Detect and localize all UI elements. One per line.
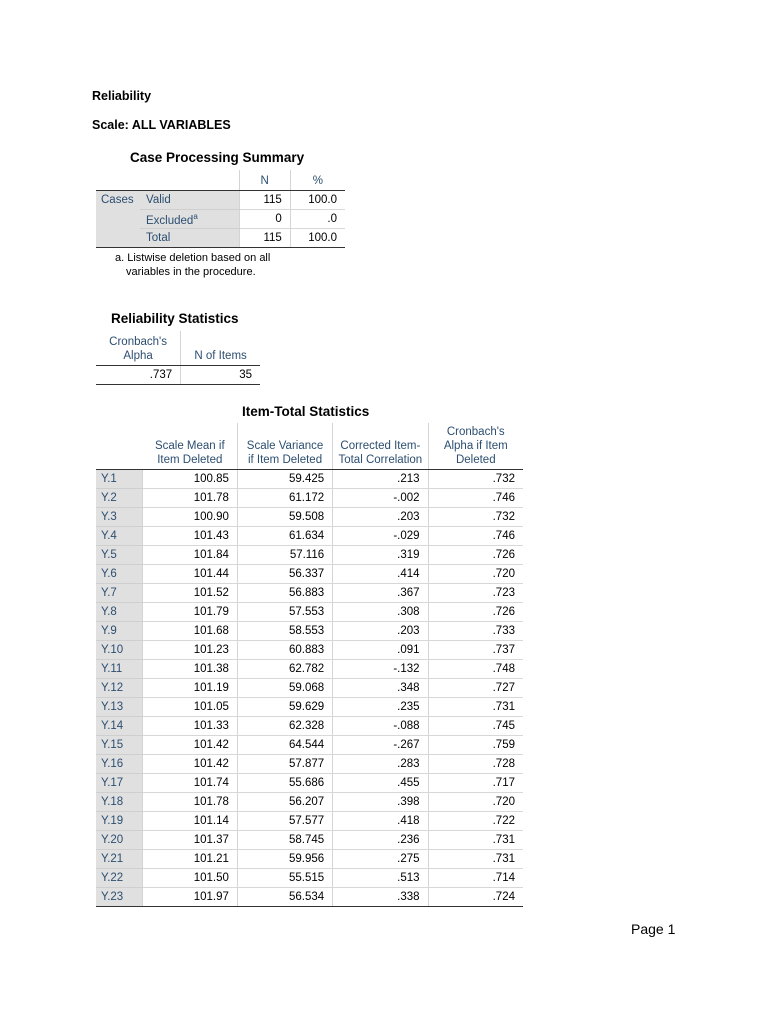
table-cell: 56.883 bbox=[237, 584, 332, 603]
row-label: Y.16 bbox=[96, 755, 143, 774]
col-corrected-correlation-header: Corrected Item- Total Correlation bbox=[333, 423, 428, 470]
table-cell: .236 bbox=[333, 831, 428, 850]
table-cell: -.002 bbox=[333, 489, 428, 508]
item-total-table bbox=[96, 423, 523, 907]
cell-excluded-pct: .0 bbox=[290, 210, 345, 229]
table-cell: 57.553 bbox=[237, 603, 332, 622]
table-cell: .367 bbox=[333, 584, 428, 603]
reliability-statistics-title: Reliability Statistics bbox=[111, 311, 239, 326]
table-cell: 101.38 bbox=[143, 660, 238, 679]
table-cell: 101.43 bbox=[143, 527, 238, 546]
table-row bbox=[96, 869, 523, 888]
table-cell: -.088 bbox=[333, 717, 428, 736]
table-cell: .722 bbox=[428, 812, 523, 831]
table-cell: .203 bbox=[333, 622, 428, 641]
table-cell: .737 bbox=[428, 641, 523, 660]
table-row bbox=[96, 755, 523, 774]
cases-group-label: Cases bbox=[96, 191, 140, 210]
reliability-statistics-table bbox=[96, 331, 260, 385]
table-cell: .732 bbox=[428, 470, 523, 489]
table-cell: 101.97 bbox=[143, 888, 238, 907]
table-cell: 59.425 bbox=[237, 470, 332, 489]
item-total-title: Item-Total Statistics bbox=[242, 404, 370, 419]
table-cell: 57.116 bbox=[237, 546, 332, 565]
row-label: Y.12 bbox=[96, 679, 143, 698]
col-pct-header: % bbox=[290, 170, 345, 191]
table-row bbox=[96, 489, 523, 508]
row-label: Y.8 bbox=[96, 603, 143, 622]
table-cell: 101.68 bbox=[143, 622, 238, 641]
table-cell: 101.42 bbox=[143, 755, 238, 774]
table-cell: .717 bbox=[428, 774, 523, 793]
row-label: Y.19 bbox=[96, 812, 143, 831]
cell-valid-pct: 100.0 bbox=[290, 191, 345, 210]
table-row bbox=[96, 774, 523, 793]
table-cell: 101.84 bbox=[143, 546, 238, 565]
table-cell: 101.37 bbox=[143, 831, 238, 850]
table-cell: .745 bbox=[428, 717, 523, 736]
table-row bbox=[96, 698, 523, 717]
cell-valid-n: 115 bbox=[239, 191, 290, 210]
table-cell: 101.21 bbox=[143, 850, 238, 869]
table-cell: 61.172 bbox=[237, 489, 332, 508]
table-cell: 101.14 bbox=[143, 812, 238, 831]
table-cell: .418 bbox=[333, 812, 428, 831]
table-cell: .720 bbox=[428, 565, 523, 584]
table-row bbox=[96, 679, 523, 698]
table-cell: .724 bbox=[428, 888, 523, 907]
scale-title: Scale: ALL VARIABLES bbox=[92, 118, 231, 132]
table-cell: .513 bbox=[333, 869, 428, 888]
table-cell: .414 bbox=[333, 565, 428, 584]
table-row bbox=[96, 470, 523, 489]
table-cell: .726 bbox=[428, 603, 523, 622]
table-cell: -.029 bbox=[333, 527, 428, 546]
table-cell: .714 bbox=[428, 869, 523, 888]
cell-alpha: .737 bbox=[96, 366, 181, 385]
table-cell: .319 bbox=[333, 546, 428, 565]
table-row bbox=[96, 812, 523, 831]
case-processing-footnote: a. Listwise deletion based on all variables in the procedure. bbox=[115, 252, 271, 278]
table-cell: 101.78 bbox=[143, 489, 238, 508]
table-cell: 101.42 bbox=[143, 736, 238, 755]
table-row bbox=[96, 660, 523, 679]
table-row bbox=[96, 850, 523, 869]
table-cell: .746 bbox=[428, 489, 523, 508]
table-cell: 59.956 bbox=[237, 850, 332, 869]
table-row bbox=[96, 527, 523, 546]
table-cell: 101.50 bbox=[143, 869, 238, 888]
table-cell: 101.19 bbox=[143, 679, 238, 698]
table-cell: 101.79 bbox=[143, 603, 238, 622]
table-cell: 57.577 bbox=[237, 812, 332, 831]
col-scale-mean-header: Scale Mean if Item Deleted bbox=[143, 423, 238, 470]
table-row bbox=[96, 508, 523, 527]
row-label: Y.17 bbox=[96, 774, 143, 793]
table-cell: .398 bbox=[333, 793, 428, 812]
table-cell: 62.328 bbox=[237, 717, 332, 736]
page-number: Page 1 bbox=[631, 921, 676, 937]
table-cell: 101.74 bbox=[143, 774, 238, 793]
table-cell: .720 bbox=[428, 793, 523, 812]
table-row bbox=[96, 603, 523, 622]
table-cell: 59.508 bbox=[237, 508, 332, 527]
table-cell: 64.544 bbox=[237, 736, 332, 755]
table-cell: .731 bbox=[428, 850, 523, 869]
row-label-valid: Valid bbox=[140, 191, 239, 210]
table-cell: 101.52 bbox=[143, 584, 238, 603]
table-row bbox=[96, 793, 523, 812]
table-cell: .203 bbox=[333, 508, 428, 527]
case-processing-title: Case Processing Summary bbox=[130, 150, 305, 165]
table-cell: .731 bbox=[428, 698, 523, 717]
table-cell: 58.553 bbox=[237, 622, 332, 641]
row-label: Y.15 bbox=[96, 736, 143, 755]
case-processing-table bbox=[96, 170, 345, 248]
row-label: Y.2 bbox=[96, 489, 143, 508]
table-cell: 101.33 bbox=[143, 717, 238, 736]
cell-total-pct: 100.0 bbox=[290, 229, 345, 248]
table-cell: 100.85 bbox=[143, 470, 238, 489]
table-cell: .733 bbox=[428, 622, 523, 641]
table-cell: 57.877 bbox=[237, 755, 332, 774]
table-cell: -.132 bbox=[333, 660, 428, 679]
cell-n-items: 35 bbox=[181, 366, 260, 385]
table-cell: .731 bbox=[428, 831, 523, 850]
row-label: Y.22 bbox=[96, 869, 143, 888]
row-label: Y.23 bbox=[96, 888, 143, 907]
table-cell: .308 bbox=[333, 603, 428, 622]
table-cell: 55.686 bbox=[237, 774, 332, 793]
row-label: Y.13 bbox=[96, 698, 143, 717]
table-cell: .235 bbox=[333, 698, 428, 717]
table-cell: 101.23 bbox=[143, 641, 238, 660]
table-cell: .748 bbox=[428, 660, 523, 679]
table-cell: .723 bbox=[428, 584, 523, 603]
row-label: Y.14 bbox=[96, 717, 143, 736]
table-row bbox=[96, 565, 523, 584]
row-label: Y.5 bbox=[96, 546, 143, 565]
table-row bbox=[96, 888, 523, 907]
table-cell: 58.745 bbox=[237, 831, 332, 850]
table-cell: -.267 bbox=[333, 736, 428, 755]
row-label-total: Total bbox=[140, 229, 239, 248]
table-cell: .338 bbox=[333, 888, 428, 907]
table-cell: 56.207 bbox=[237, 793, 332, 812]
table-cell: 60.883 bbox=[237, 641, 332, 660]
table-row bbox=[96, 584, 523, 603]
table-cell: 56.534 bbox=[237, 888, 332, 907]
cell-excluded-n: 0 bbox=[239, 210, 290, 229]
row-label: Y.21 bbox=[96, 850, 143, 869]
table-cell: .728 bbox=[428, 755, 523, 774]
row-label: Y.1 bbox=[96, 470, 143, 489]
table-row bbox=[96, 641, 523, 660]
table-cell: .091 bbox=[333, 641, 428, 660]
table-cell: .746 bbox=[428, 527, 523, 546]
table-cell: 61.634 bbox=[237, 527, 332, 546]
output-title: Reliability bbox=[92, 89, 152, 103]
row-label: Y.4 bbox=[96, 527, 143, 546]
col-n-header: N bbox=[239, 170, 290, 191]
row-label: Y.9 bbox=[96, 622, 143, 641]
row-label: Y.10 bbox=[96, 641, 143, 660]
table-cell: .283 bbox=[333, 755, 428, 774]
row-label: Y.7 bbox=[96, 584, 143, 603]
table-cell: .348 bbox=[333, 679, 428, 698]
table-cell: .727 bbox=[428, 679, 523, 698]
table-row bbox=[96, 717, 523, 736]
table-cell: 100.90 bbox=[143, 508, 238, 527]
col-alpha-header: Cronbach's Alpha bbox=[96, 331, 181, 366]
table-row bbox=[96, 736, 523, 755]
row-label: Y.3 bbox=[96, 508, 143, 527]
table-cell: 59.068 bbox=[237, 679, 332, 698]
col-items-header: N of Items bbox=[181, 331, 260, 366]
table-row bbox=[96, 831, 523, 850]
footnote-marker: a bbox=[193, 211, 198, 221]
row-label-excluded: Excluded$^a$ bbox=[140, 210, 239, 229]
table-row bbox=[96, 546, 523, 565]
table-row bbox=[96, 622, 523, 641]
col-alpha-if-deleted-header: Cronbach's Alpha if Item Deleted bbox=[428, 423, 523, 470]
table-cell: 59.629 bbox=[237, 698, 332, 717]
table-cell: .726 bbox=[428, 546, 523, 565]
table-cell: 56.337 bbox=[237, 565, 332, 584]
row-label: Y.6 bbox=[96, 565, 143, 584]
table-cell: .759 bbox=[428, 736, 523, 755]
row-label: Y.18 bbox=[96, 793, 143, 812]
table-cell: 101.78 bbox=[143, 793, 238, 812]
table-cell: .275 bbox=[333, 850, 428, 869]
row-label: Y.20 bbox=[96, 831, 143, 850]
table-cell: 55.515 bbox=[237, 869, 332, 888]
table-cell: 101.44 bbox=[143, 565, 238, 584]
table-cell: .213 bbox=[333, 470, 428, 489]
table-cell: 101.05 bbox=[143, 698, 238, 717]
table-cell: .455 bbox=[333, 774, 428, 793]
cell-total-n: 115 bbox=[239, 229, 290, 248]
row-label: Y.11 bbox=[96, 660, 143, 679]
col-scale-variance-header: Scale Variance if Item Deleted bbox=[237, 423, 332, 470]
table-cell: 62.782 bbox=[237, 660, 332, 679]
table-cell: .732 bbox=[428, 508, 523, 527]
